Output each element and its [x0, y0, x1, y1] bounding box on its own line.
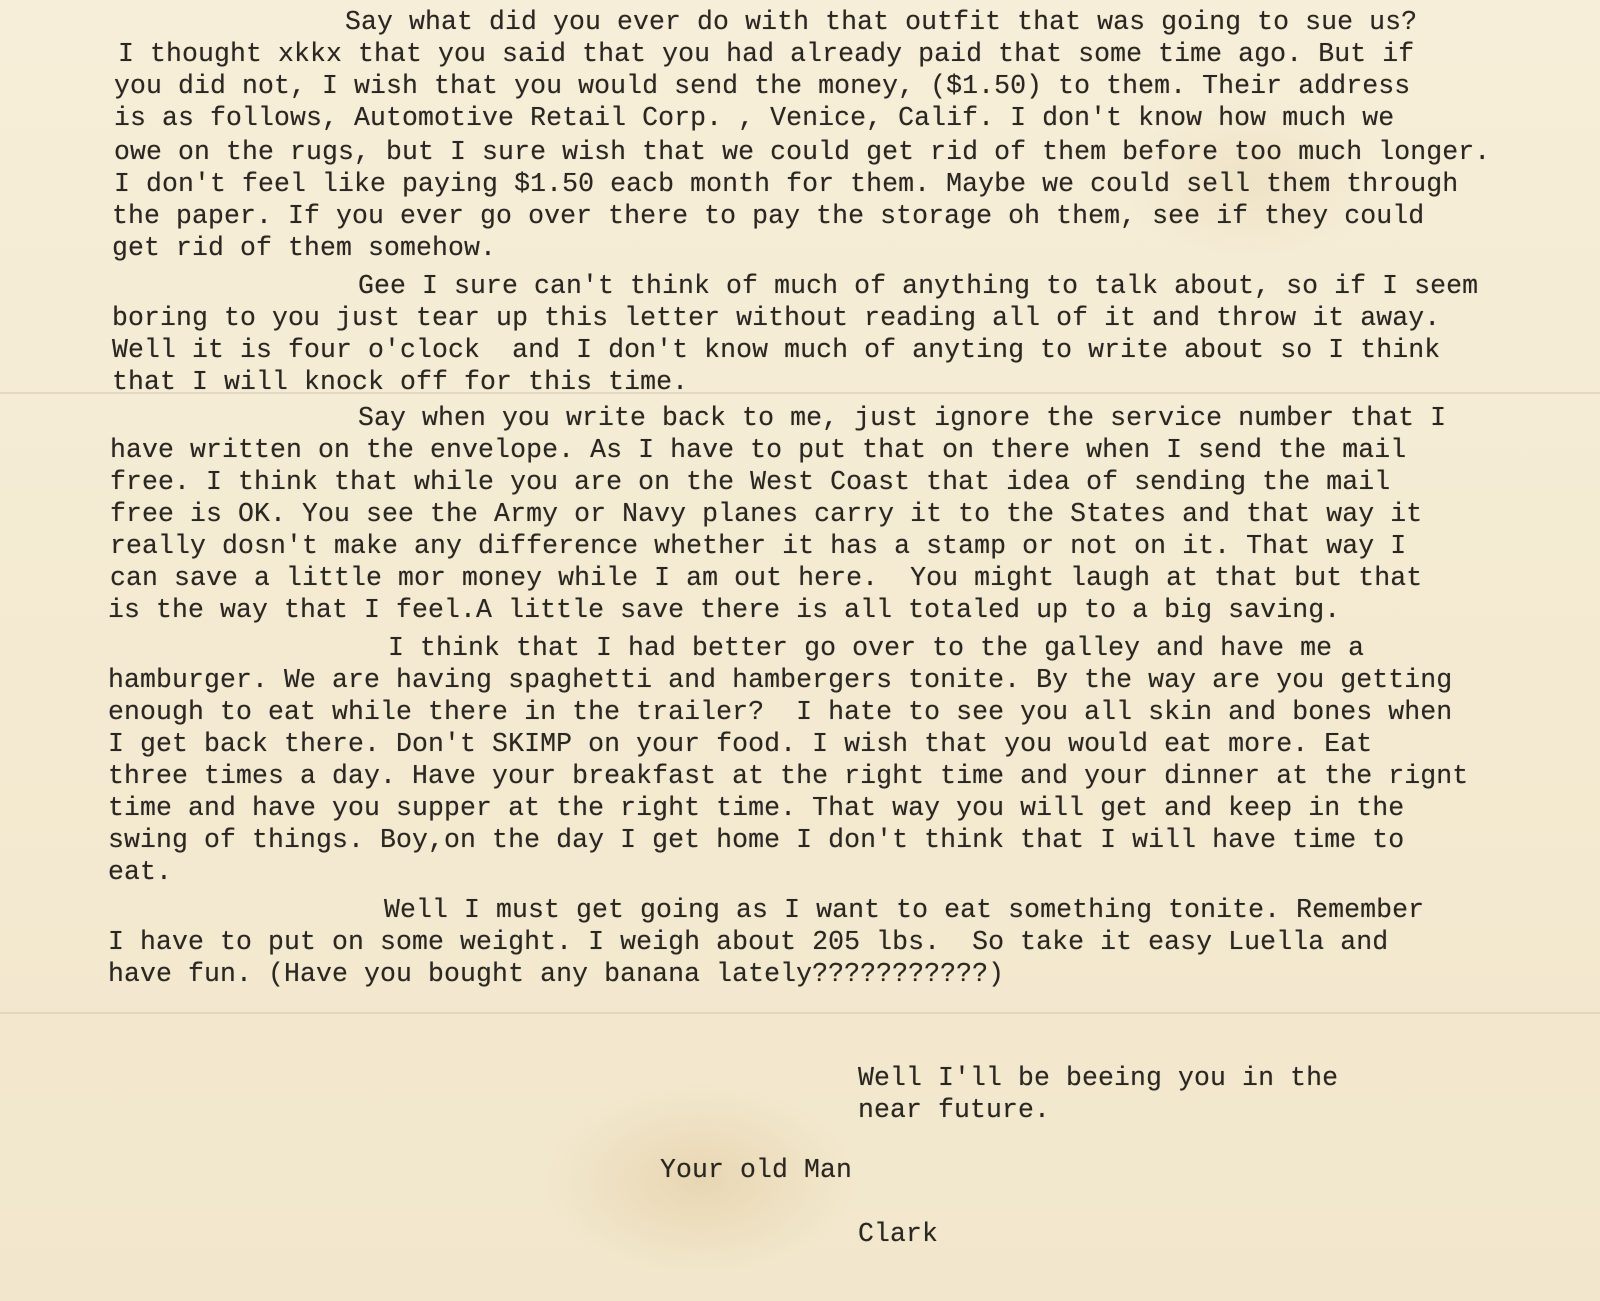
text-line: get rid of them somehow.	[112, 233, 497, 263]
text-line: enough to eat while there in the trailer? I hate to see you all skin and bones when	[108, 697, 1453, 727]
text-line: really dosn't make any difference whether it has a stamp or not on it. That way I	[110, 531, 1407, 561]
closing-line: near future.	[858, 1095, 1051, 1125]
text-line: free is OK. You see the Army or Navy planes carry it to the States and that way it	[110, 499, 1423, 529]
signature: Clark	[858, 1219, 939, 1249]
text-line: you did not, I wish that you would send the money, ($1.50) to them. Their address	[114, 71, 1411, 101]
signoff: Your old Man	[660, 1155, 853, 1185]
text-line: swing of things. Boy,on the day I get home I don't think that I will have time to	[108, 825, 1405, 855]
text-line: Well I must get going as I want to eat something tonite. Remember	[384, 895, 1425, 925]
text-line: boring to you just tear up this letter without reading all of it and throw it away.	[112, 303, 1441, 333]
text-line: three times a day. Have your breakfast at the right time and your dinner at the rignt	[108, 761, 1469, 791]
text-line: Say what did you ever do with that outfit that was going to sue us?	[345, 7, 1418, 37]
text-line: hamburger. We are having spaghetti and hambergers tonite. By the way are you getting	[108, 665, 1453, 695]
text-line: Gee I sure can't think of much of anything to talk about, so if I seem	[358, 271, 1479, 301]
text-line: I have to put on some weight. I weigh about 205 lbs. So take it easy Luella and	[108, 927, 1389, 957]
text-line: that I will knock off for this time.	[112, 367, 689, 397]
paper-fold	[0, 1012, 1600, 1014]
text-line: eat.	[108, 857, 173, 887]
text-line: have fun. (Have you bought any banana lately???????????)	[108, 959, 1005, 989]
text-line: I thought xkkx that you said that you had already paid that some time ago. But if	[118, 39, 1415, 69]
text-line: I don't feel like paying $1.50 eacb month for them. Maybe we could sell them through	[114, 169, 1459, 199]
text-line: free. I think that while you are on the West Coast that idea of sending the mail	[110, 467, 1391, 497]
text-line: Say when you write back to me, just ignore the service number that I	[358, 403, 1447, 433]
closing-line: Well I'll be beeing you in the	[858, 1063, 1339, 1093]
text-line: I get back there. Don't SKIMP on your food. I wish that you would eat more. Eat	[108, 729, 1373, 759]
text-line: have written on the envelope. As I have to put that on there when I send the mail	[110, 435, 1407, 465]
text-line: is the way that I feel.A little save there is all totaled up to a big saving.	[108, 595, 1341, 625]
text-line: owe on the rugs, but I sure wish that we could get rid of them before too much longer.	[114, 137, 1491, 167]
text-line: can save a little mor money while I am out here. You might laugh at that but that	[110, 563, 1423, 593]
text-line: I think that I had better go over to the galley and have me a	[388, 633, 1365, 663]
text-line: the paper. If you ever go over there to pay the storage oh them, see if they could	[112, 201, 1425, 231]
text-line: Well it is four o'clock and I don't know much of anyting to write about so I think	[112, 335, 1441, 365]
text-line: time and have you supper at the right time. That way you will get and keep in the	[108, 793, 1405, 823]
text-line: is as follows, Automotive Retail Corp. , Venice, Calif. I don't know how much we	[114, 103, 1395, 133]
